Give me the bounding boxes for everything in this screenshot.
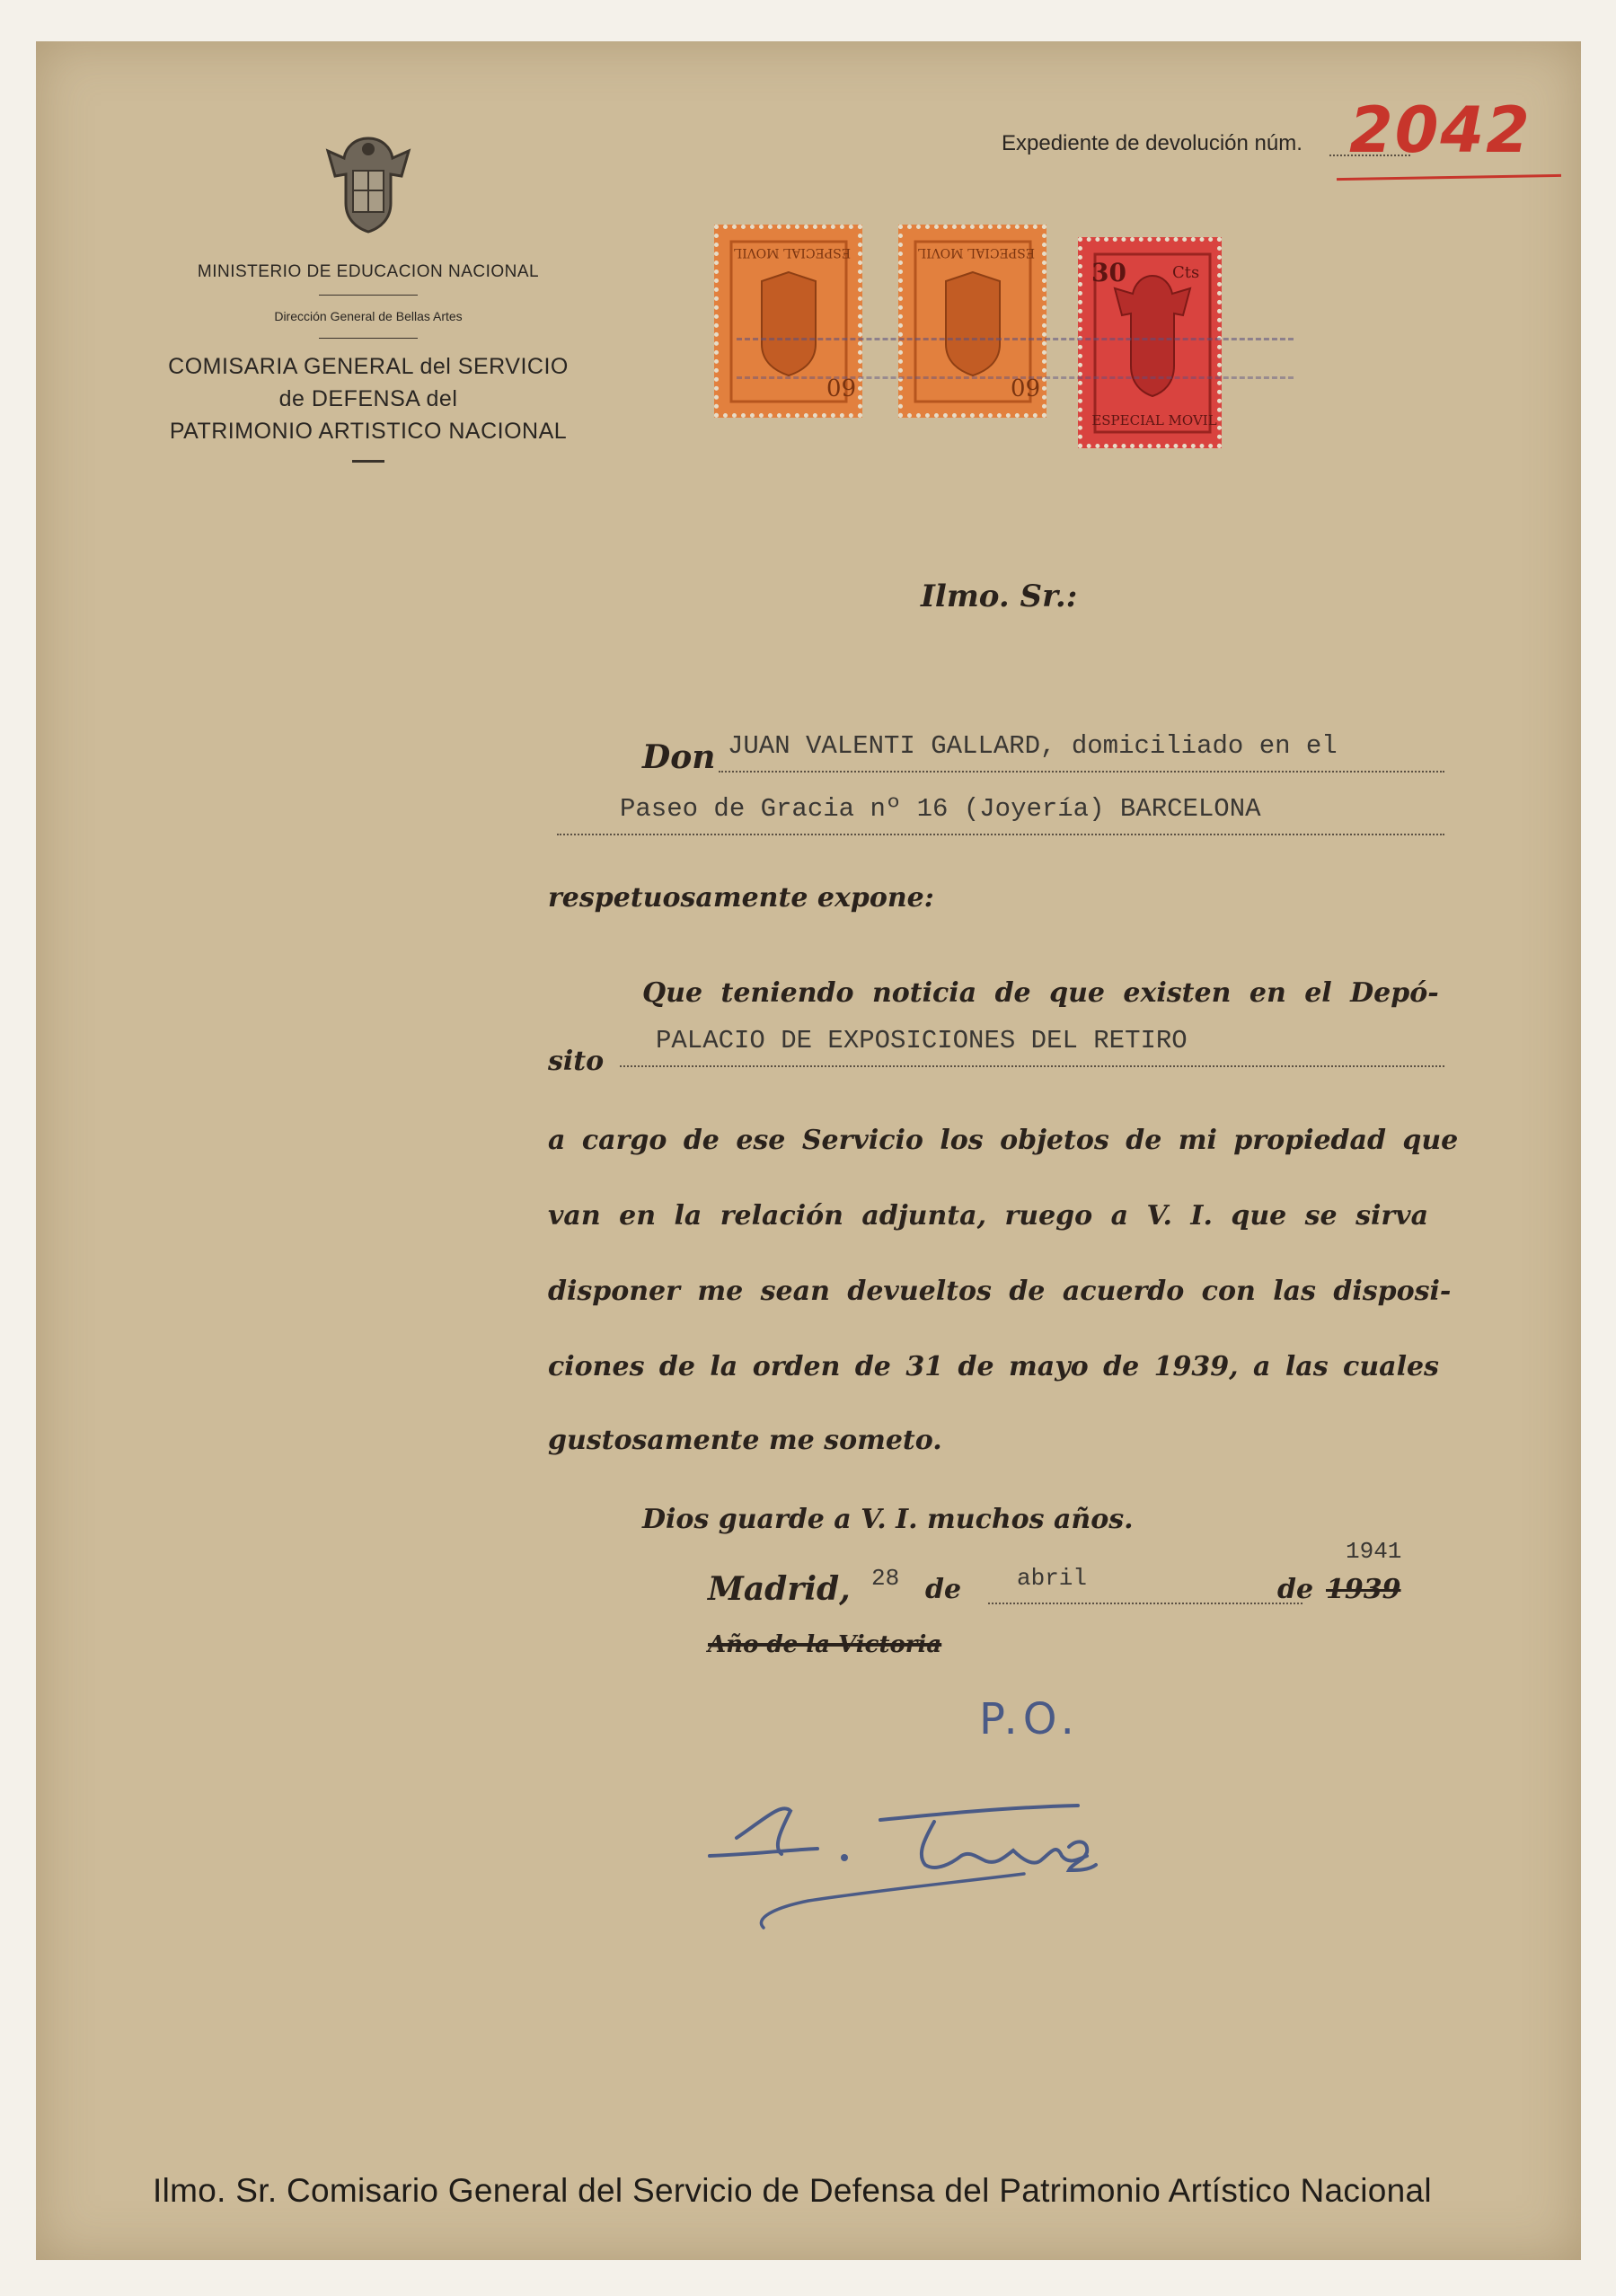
header-divider [319, 295, 418, 296]
date-de-1: de [925, 1574, 962, 1605]
paragraph-2-line-2: van en la relación adjunta, ruego a V. I. que se sirva [548, 1200, 1429, 1232]
stamp-3-unit: Cts [1172, 263, 1200, 282]
commission-block [162, 350, 575, 447]
header-divider-2 [319, 338, 418, 339]
tax-stamp-1 [714, 225, 862, 418]
month-dots [988, 1603, 1303, 1604]
commission-line-3: PATRIMONIO ARTISTICO NACIONAL [169, 419, 568, 444]
coat-of-arms-icon [319, 131, 418, 239]
paragraph-1-sito: sito [548, 1046, 605, 1077]
file-label: Expediente de devolución núm. [1002, 131, 1303, 155]
file-number-handwritten: 2042 [1349, 93, 1532, 167]
commission-underline [352, 460, 384, 463]
file-number-underline [1337, 174, 1561, 181]
addressee-footer: Ilmo. Sr. Comisario General del Servicio de Defensa del Patrimonio Artístico Nacional [153, 2172, 1432, 2209]
don-label: Don [642, 738, 716, 776]
salutation: Ilmo. Sr.: [921, 578, 1078, 614]
paragraph-2-line-4: ciones de la orden de 31 de mayo de 1939, a las cuales [548, 1351, 1439, 1382]
paragraph-2-line-5: gustosamente me someto. [548, 1425, 942, 1456]
tax-stamp-2 [898, 225, 1046, 418]
ministry-name: MINISTERIO DE EDUCACION NACIONAL [197, 262, 540, 281]
typed-year: 1941 [1346, 1538, 1402, 1565]
stamp-3-text: ESPECIAL MOVIL [1091, 412, 1217, 428]
paragraph-1-line-1: Que teniendo noticia de que existen en el Depó- [642, 977, 1439, 1009]
po-handwritten: P.O. [979, 1694, 1080, 1744]
document-sheet [36, 41, 1581, 2260]
stamp-3-value: 30 [1091, 258, 1126, 287]
printed-year-struck: 1939 [1326, 1574, 1401, 1605]
deposit-name: PALACIO DE EXPOSICIONES DEL RETIRO [656, 1026, 1188, 1055]
ministry-header [162, 262, 575, 282]
direction-block [162, 309, 575, 323]
applicant-address: Paseo de Gracia nº 16 (Joyería) BARCELONA [620, 794, 1261, 824]
expone-text: respetuosamente expone: [548, 882, 934, 914]
date-month: abril [1017, 1565, 1088, 1592]
address-dots [557, 834, 1444, 835]
stamp-2-text: ESPECIAL MOVIL [917, 245, 1036, 260]
applicant-name: JUAN VALENTI GALLARD, domiciliado en el [728, 731, 1338, 761]
paragraph-2-line-3: disponer me sean devueltos de acuerdo con las disposi- [548, 1276, 1452, 1307]
era-struck: Año de la Victoria [708, 1631, 942, 1658]
commission-line-1: COMISARIA GENERAL del SERVICIO [168, 354, 569, 379]
date-de-2: de [1277, 1574, 1314, 1605]
handwritten-signature [701, 1784, 1240, 1964]
applicant-dots [719, 771, 1444, 773]
paragraph-2-line-1: a cargo de ese Servicio los objetos de mi propiedad que [548, 1125, 1459, 1156]
date-day: 28 [871, 1565, 900, 1592]
commission-line-2: de DEFENSA del [278, 386, 458, 411]
stamp-2-value: 60 [1011, 373, 1041, 400]
closing-formula: Dios guarde a V. I. muchos años. [642, 1504, 1134, 1535]
stamp-1-value: 60 [826, 373, 857, 400]
stamp-1-text: ESPECIAL MOVIL [733, 245, 852, 260]
direction-name: Dirección General de Bellas Artes [274, 309, 463, 323]
date-place: Madrid, [708, 1570, 851, 1608]
deposit-dots [620, 1065, 1444, 1067]
cancellation-mark [737, 338, 1294, 379]
